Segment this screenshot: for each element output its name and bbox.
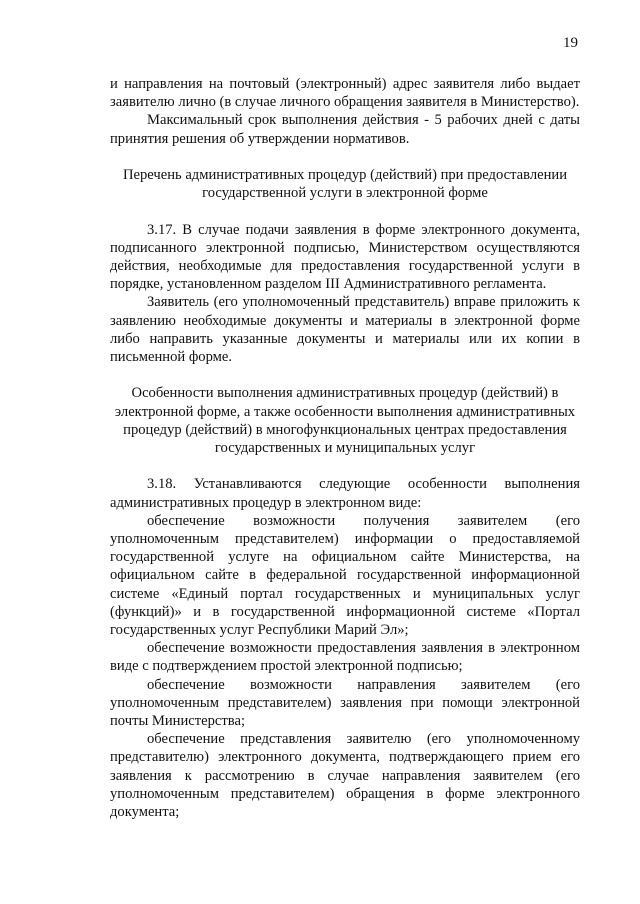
spacer — [110, 366, 580, 384]
spacer — [110, 202, 580, 220]
paragraph: 3.18. Устанавливаются следующие особенности выполнения административных процедур в электронном виде: — [110, 476, 580, 511]
spacer — [110, 148, 580, 166]
list-item: обеспечение возможности направления заявителем (его уполномоченным представителем) заявления при помощи электронной почты Министерства; — [110, 676, 580, 730]
list-item: обеспечение возможности получения заявителем (его уполномоченным представителем) информации о предоставляемой государственной услуге на официальном сайте Министерства, на официальном сайте в федеральной государственной информационной системе «Единый портал государственных и муниципальных услуг (функций)» и в государственной информационной системе «Портал государственных услуг Республики Марий Эл»; — [110, 512, 580, 639]
spacer — [110, 457, 580, 475]
paragraph: Максимальный срок выполнения действия - 5 рабочих дней с даты принятия решения об утверждении нормативов. — [110, 112, 580, 147]
paragraph: Заявитель (его уполномоченный представитель) вправе приложить к заявлению необходимые документы и материалы в электронной форме либо направить указанные документы и материалы или их копии в письменной форме. — [110, 294, 580, 366]
page-number: 19 — [563, 35, 578, 51]
paragraph: и направления на почтовый (электронный) адрес заявителя либо выдает заявителю лично (в случае личного обращения заявителя в Министерство). — [110, 76, 580, 111]
paragraph: 3.17. В случае подачи заявления в форме электронного документа, подписанного электронной подписью, Министерством осуществляются действия, необходимые для предоставления государственной услуги в порядке, установленном разделом III Административного регламента. — [110, 221, 580, 293]
list-item: обеспечение представления заявителю (его уполномоченному представителю) электронного документа, подтверждающего прием его заявления к рассмотрению в случае направления заявителем (его уполномоченным представителем) обращения в форме электронного документа; — [110, 731, 580, 821]
section-heading: Особенности выполнения административных процедур (действий) в электронной форме, а также особенности выполнения административных процедур (действий) в многофункциональных центрах предоставления государственных и муниципальных услуг — [114, 385, 576, 457]
section-heading: Перечень административных процедур (действий) при предоставлении государственной услуги в электронной форме — [122, 167, 568, 202]
document-body — [110, 75, 580, 821]
list-item: обеспечение возможности предоставления заявления в электронном виде с подтверждением простой электронной подписью; — [110, 640, 580, 675]
